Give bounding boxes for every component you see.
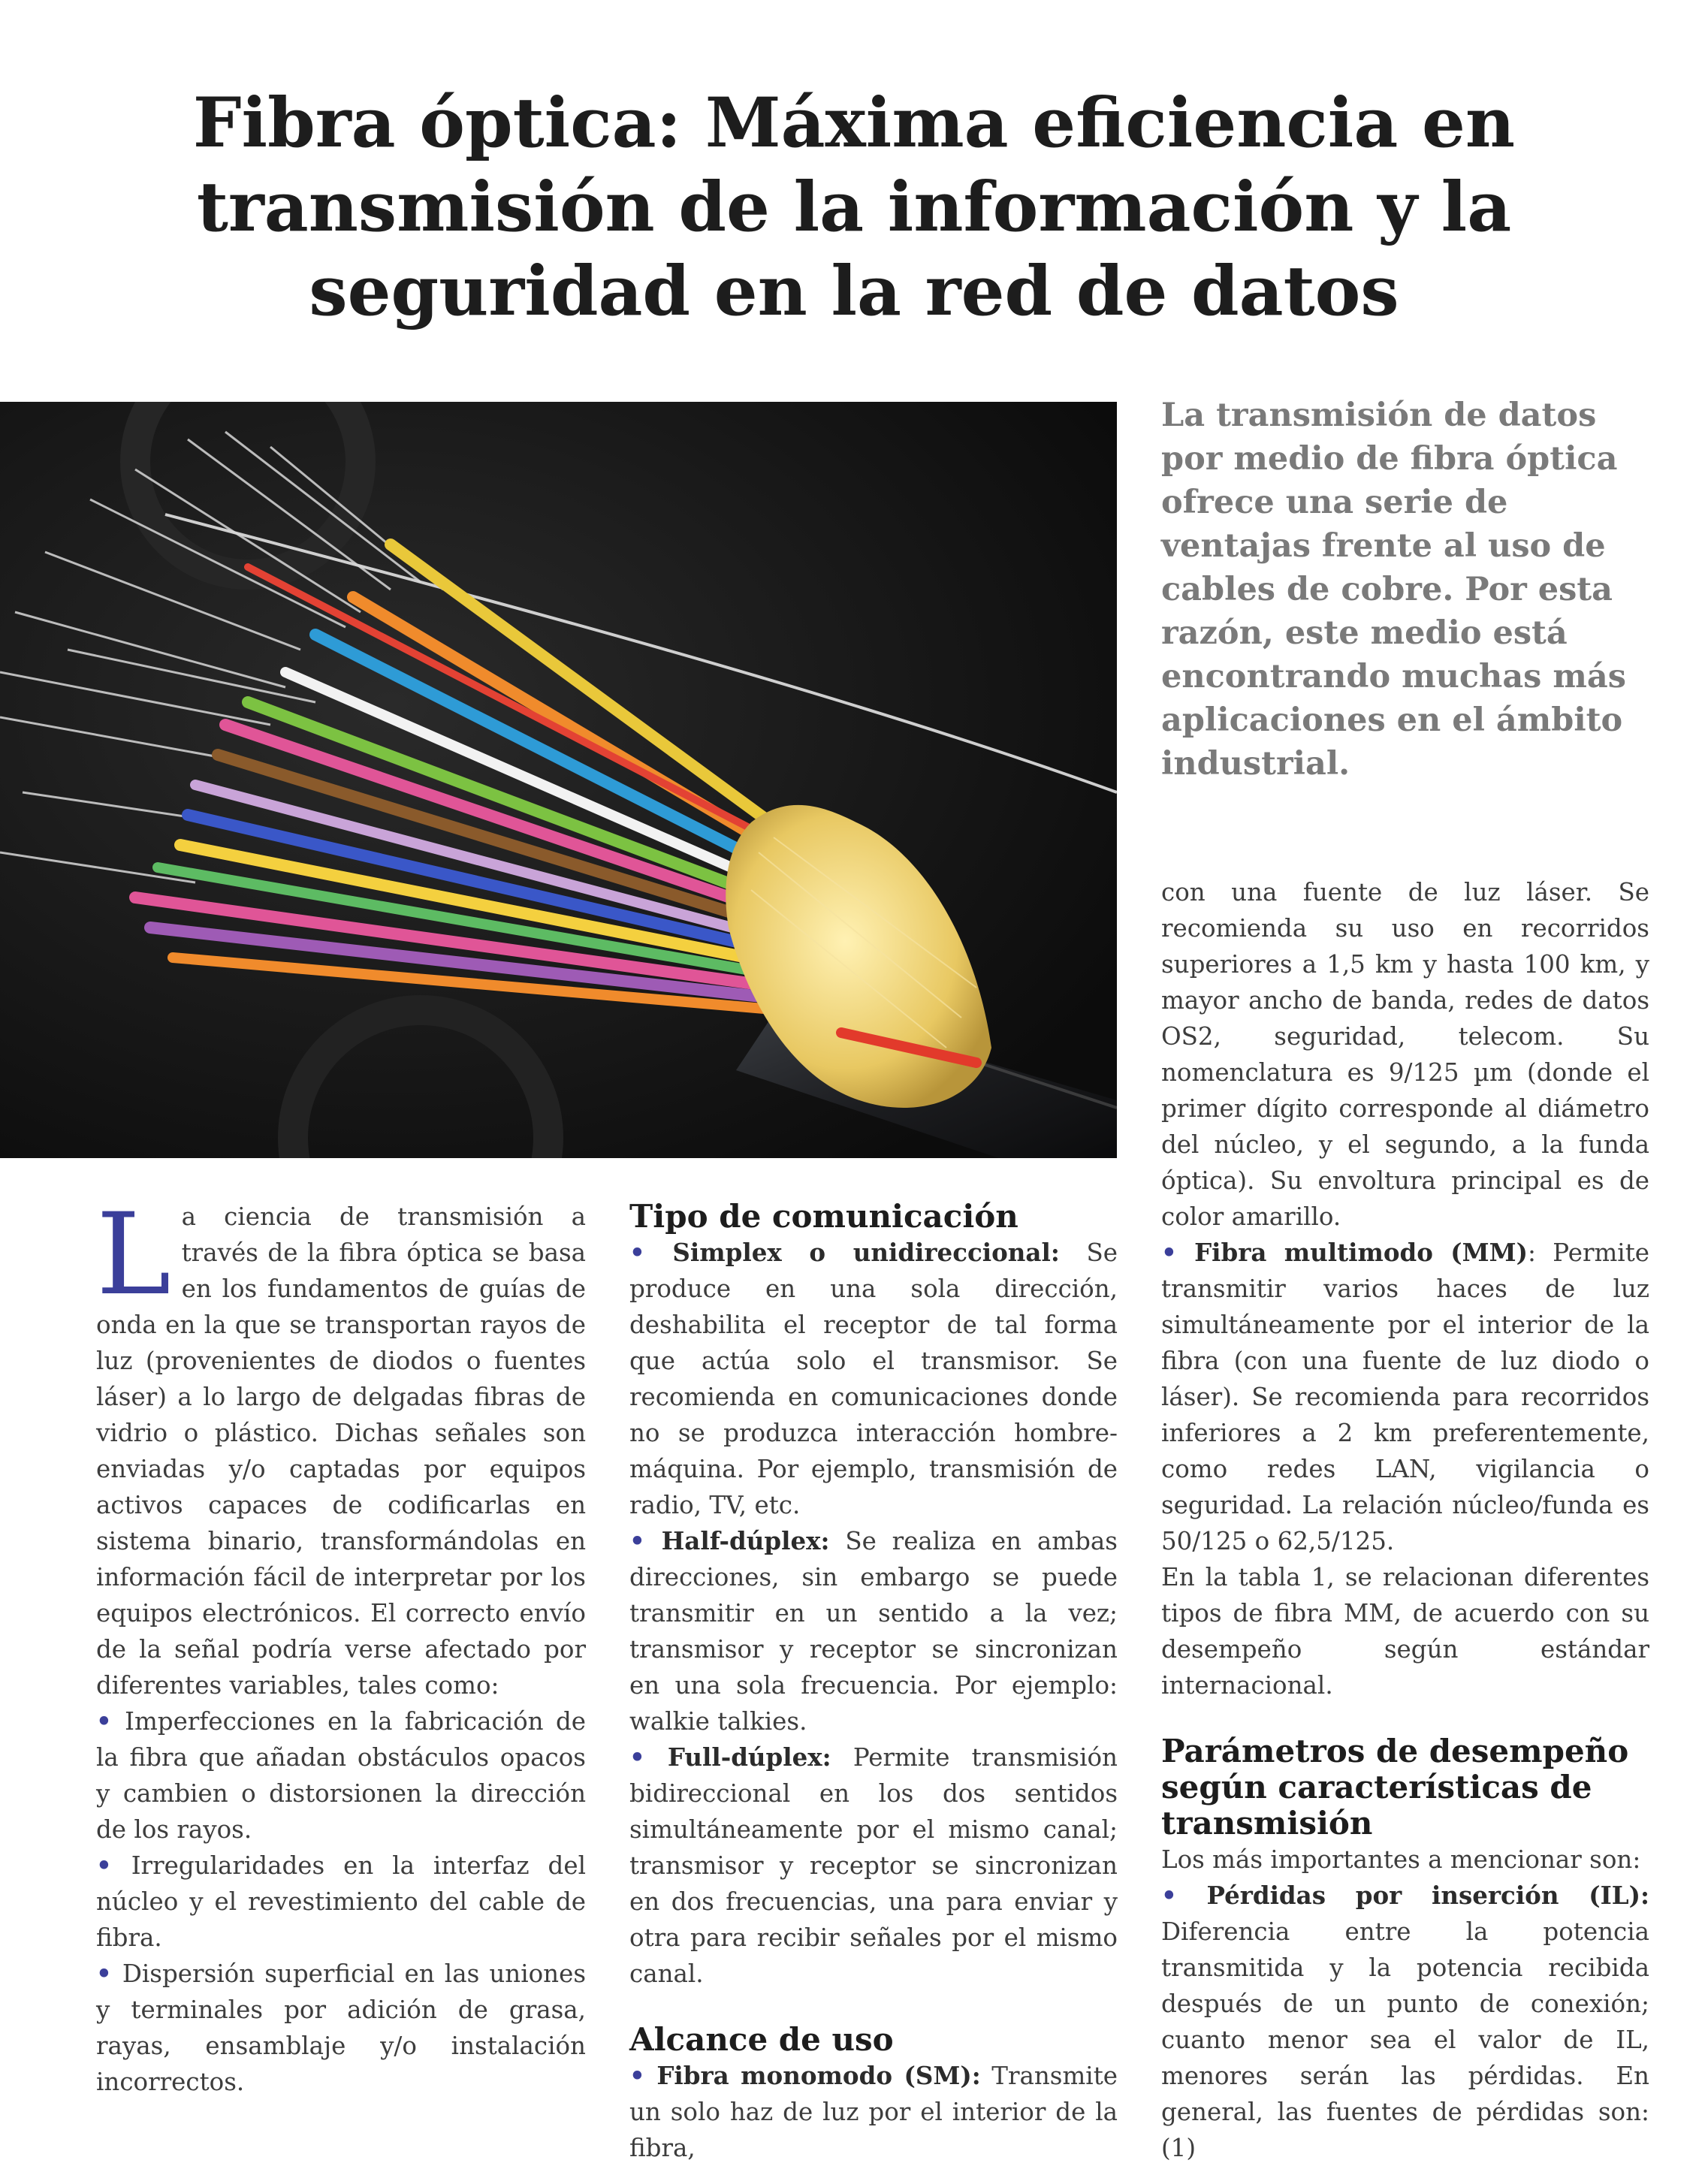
list-item-text: Imperfecciones en la fabricación de la fibra que añadan obstáculos opacos y cambien o distorsionen la dirección de los rayos. [96, 1707, 586, 1844]
section-heading: Alcance de uso [629, 2021, 894, 2058]
term: Fibra monomodo (SM): [656, 2061, 981, 2090]
fiber-optic-illustration [0, 402, 1117, 1158]
column-1 [96, 1190, 587, 2100]
definition: Se realiza en ambas direcciones, sin embargo se puede transmitir en un sentido a la vez; transmisor y receptor se sincronizan en una sola frecuencia. Por ejemplo: walkie talkies. [629, 1527, 1118, 1736]
bullet-icon: • [1161, 1238, 1195, 1267]
term: Pérdidas por inserción (IL): [1206, 1881, 1650, 1910]
bullet-icon: • [629, 1238, 673, 1267]
bullet-icon: • [96, 1959, 122, 1988]
fiber-optic-photo [0, 402, 1117, 1158]
term: Fibra multimodo (MM) [1194, 1238, 1528, 1267]
table-reference: En la tabla 1, se relacionan diferentes tipos de fibra MM, de acuerdo con su desempeño según estándar internacional. [1161, 1563, 1649, 1700]
section-heading: Tipo de comunicación [629, 1198, 1018, 1235]
list-item-text: Dispersión superficial en las uniones y terminales por adición de grasa, rayas, ensamblaje y/o instalación incorrectos. [96, 1959, 587, 2096]
term: Half-dúplex: [661, 1526, 830, 1555]
continuation-paragraph: con una fuente de luz láser. Se recomienda su uso en recorridos superiores a 1,5 km y hasta 100 km, y mayor ancho de banda, redes de datos OS2, seguridad, telecom. Su nomenclatura es 9/125 µm (donde el primer dígito corresponde al diámetro del núcleo, y el segundo, a la funda óptica). Su envoltura principal es de color amarillo. [1161, 878, 1649, 1231]
column-3 [1161, 874, 1649, 2166]
definition: Se produce en una sola dirección, deshabilita el receptor de tal forma que actúa solo el transmisor. Se recomienda en comunicaciones donde no se produzca interacción hombre-máquina. Por ejemplo, transmisión de radio, TV, etc. [629, 1238, 1118, 1519]
lead-paragraph: La transmisión de datos por medio de fibra óptica ofrece una serie de ventajas frente al uso de cables de cobre. Por esta razón, este medio está encontrando muchas más aplicaciones en el ámbito industrial. [1161, 397, 1626, 783]
spacer [629, 1992, 1118, 2022]
section-heading: Parámetros de desempeño según características de transmisión [1161, 1733, 1629, 1842]
bullet-icon: • [629, 1526, 662, 1555]
list-item [629, 1235, 1118, 1523]
list-item [96, 1848, 586, 1956]
list-item [96, 1956, 586, 2100]
list-item [1161, 1878, 1649, 2166]
list-item [96, 1703, 586, 1848]
bullet-icon: • [1161, 1881, 1207, 1910]
drop-cap: L [96, 1190, 171, 1320]
list-item [629, 2058, 1118, 2166]
definition: Transmite un solo haz de luz por el interior de la fibra, [629, 2062, 1118, 2162]
definition: : Permite transmitir varios haces de luz simultáneamente por el interior de la fibra (con una fuente de luz diodo o láser). Se recomienda para recorridos inferiores a 2 km preferentemente, como redes LAN, vigilancia o seguridad. La relación núcleo/funda es 50/125 o 62,5/125. [1161, 1238, 1649, 1555]
list-item [1161, 1235, 1649, 1559]
list-item [629, 1523, 1118, 1739]
spacer [1161, 1703, 1649, 1733]
list-item [629, 1739, 1118, 1992]
list-item-text: Irregularidades en la interfaz del núcleo y el revestimiento del cable de fibra. [96, 1851, 586, 1952]
column-2 [629, 1199, 1118, 2166]
definition: Permite transmisión bidireccional en los dos sentidos simultáneamente por el mismo canal; transmisor y receptor se sincronizan en dos frecuencias, una para enviar y otra para recibir señales por el mismo canal. [629, 1743, 1118, 1988]
definition: Diferencia entre la potencia transmitida y la potencia recibida después de un punto de conexión; cuanto menor sea el valor de IL, menores serán las pérdidas. En general, las fuentes de pérdidas son: (1) [1161, 1917, 1649, 2162]
bullet-icon: • [96, 1851, 131, 1880]
intro-paragraph: a ciencia de transmisión a través de la fibra óptica se basa en los fundamentos de guías de onda en la que se transportan rayos de luz (provenientes de diodos o fuentes láser) a lo largo de delgadas fibras de vidrio o plástico. Dichas señales son enviadas y/o captadas por equipos activos capaces de codificarlas en sistema binario, transformándolas en información fácil de interpretar por los equipos electrónicos. El correcto envío de la señal podría verse afectado por diferentes variables, tales como: [96, 1202, 586, 1700]
paragraph: Los más importantes a mencionar son: [1161, 1845, 1641, 1874]
bullet-icon: • [629, 1742, 668, 1772]
bullet-icon: • [629, 2061, 657, 2090]
term: Full-dúplex: [667, 1742, 831, 1772]
term: Simplex o unidireccional: [672, 1238, 1060, 1267]
article-title: Fibra óptica: Máxima eficiencia en transmisión de la información y la seguridad en la red de datos [192, 83, 1516, 331]
bullet-icon: • [96, 1706, 125, 1736]
